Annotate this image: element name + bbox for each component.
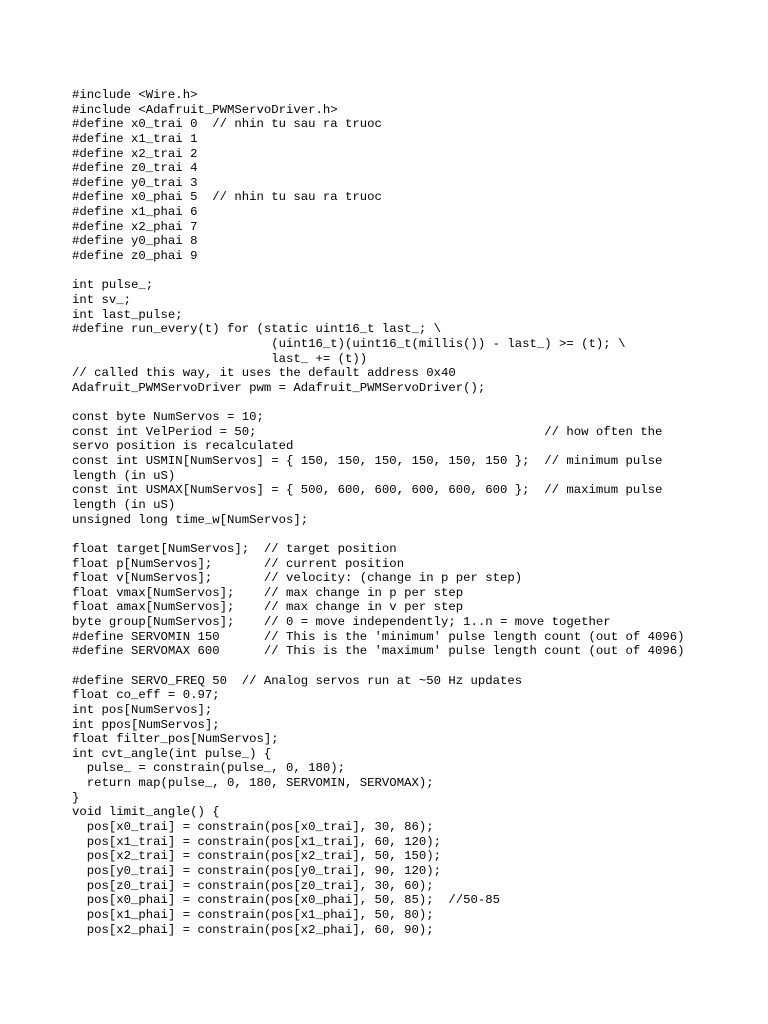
code-line: #include <Wire.h> [72,88,198,102]
code-line: float filter_pos[NumServos]; [72,732,279,747]
code-line: (uint16_t)(uint16_t(millis()) - last_) >= (t); \ [72,336,626,351]
code-line: pos[x0_trai] = constrain(pos[x0_trai], 30, 86); [72,820,434,835]
code-line: length (in uS) [72,468,176,483]
code-line: #define x0_phai 5 // nhin tu sau ra truoc [72,190,382,205]
code-line: float p[NumServos]; // current position [72,556,405,571]
code-line: byte group[NumServos]; // 0 = move independently; 1..n = move together [72,615,611,630]
code-line: pulse_ = constrain(pulse_, 0, 180); [72,761,346,776]
code-line: length (in uS) [72,497,176,512]
code-line: pos[x2_phai] = constrain(pos[x2_phai], 60, 90); [72,922,434,937]
code-line: #define x2_phai 7 [72,219,198,234]
code-line: int cvt_angle(int pulse_) { [72,746,272,761]
code-line: int pos[NumServos]; [72,702,213,717]
code-line: float amax[NumServos]; // max change in v per step [72,600,464,615]
code-line: #define run_every(t) for (static uint16_t last_; \ [72,322,441,337]
code-line: pos[y0_trai] = constrain(pos[y0_trai], 90, 120); [72,863,441,878]
code-line [72,527,685,542]
code-line: pos[x0_phai] = constrain(pos[x0_phai], 50, 85); //50-85 [72,893,501,908]
code-line: #define x1_phai 6 [72,205,198,220]
code-line: #define z0_trai 4 [72,161,198,176]
code-line [72,395,685,410]
code-line: #define SERVOMAX 600 // This is the 'maximum' pulse length count (out of 4096) [72,644,685,659]
code-block [72,88,685,937]
code-line: float target[NumServos]; // target position [72,541,397,556]
code-line: // called this way, it uses the default address 0x40 [72,366,456,381]
code-line: void limit_angle() { [72,805,220,820]
code-line [72,264,685,279]
code-line: Adafruit_PWMServoDriver pwm = Adafruit_PWMServoDriver(); [72,380,486,395]
code-line: #define z0_phai 9 [72,249,198,264]
code-line: pos[x1_trai] = constrain(pos[x1_trai], 60, 120); [72,834,441,849]
code-line: int ppos[NumServos]; [72,717,220,732]
code-line: float vmax[NumServos]; // max change in p per step [72,585,464,600]
code-line: #define x2_trai 2 [72,146,198,161]
code-line: pos[x1_phai] = constrain(pos[x1_phai], 50, 80); [72,907,434,922]
code-line: #define x1_trai 1 [72,131,198,146]
code-line: unsigned long time_w[NumServos]; [72,512,309,527]
code-line: last_ += (t)) [72,351,368,366]
code-line: #define SERVO_FREQ 50 // Analog servos run at ~50 Hz updates [72,673,523,688]
code-line: float v[NumServos]; // velocity: (change in p per step) [72,571,523,586]
code-line: #define SERVOMIN 150 // This is the 'minimum' pulse length count (out of 4096) [72,629,685,644]
code-line: #define x0_trai 0 // nhin tu sau ra truoc [72,117,382,132]
code-line: } [72,790,80,805]
code-line: servo position is recalculated [72,439,294,454]
code-line: int pulse_; [72,278,154,293]
code-line: const int USMAX[NumServos] = { 500, 600, 600, 600, 600, 600 }; // maximum pulse [72,483,663,498]
code-line: #define y0_phai 8 [72,234,198,249]
code-line: pos[x2_trai] = constrain(pos[x2_trai], 50, 150); [72,849,441,864]
code-line: float co_eff = 0.97; [72,688,220,703]
code-line: const int VelPeriod = 50; // how often the [72,424,663,439]
code-line: pos[z0_trai] = constrain(pos[z0_trai], 30, 60); [72,878,434,893]
code-line: int sv_; [72,292,132,307]
code-line [72,659,685,674]
code-line: return map(pulse_, 0, 180, SERVOMIN, SERVOMAX); [72,776,434,791]
code-line: int last_pulse; [72,307,183,322]
code-line: const int USMIN[NumServos] = { 150, 150, 150, 150, 150, 150 }; // minimum pulse [72,454,663,469]
code-line: #define y0_trai 3 [72,175,198,190]
code-line: #include <Adafruit_PWMServoDriver.h> [72,102,338,117]
code-line: const byte NumServos = 10; [72,410,264,425]
